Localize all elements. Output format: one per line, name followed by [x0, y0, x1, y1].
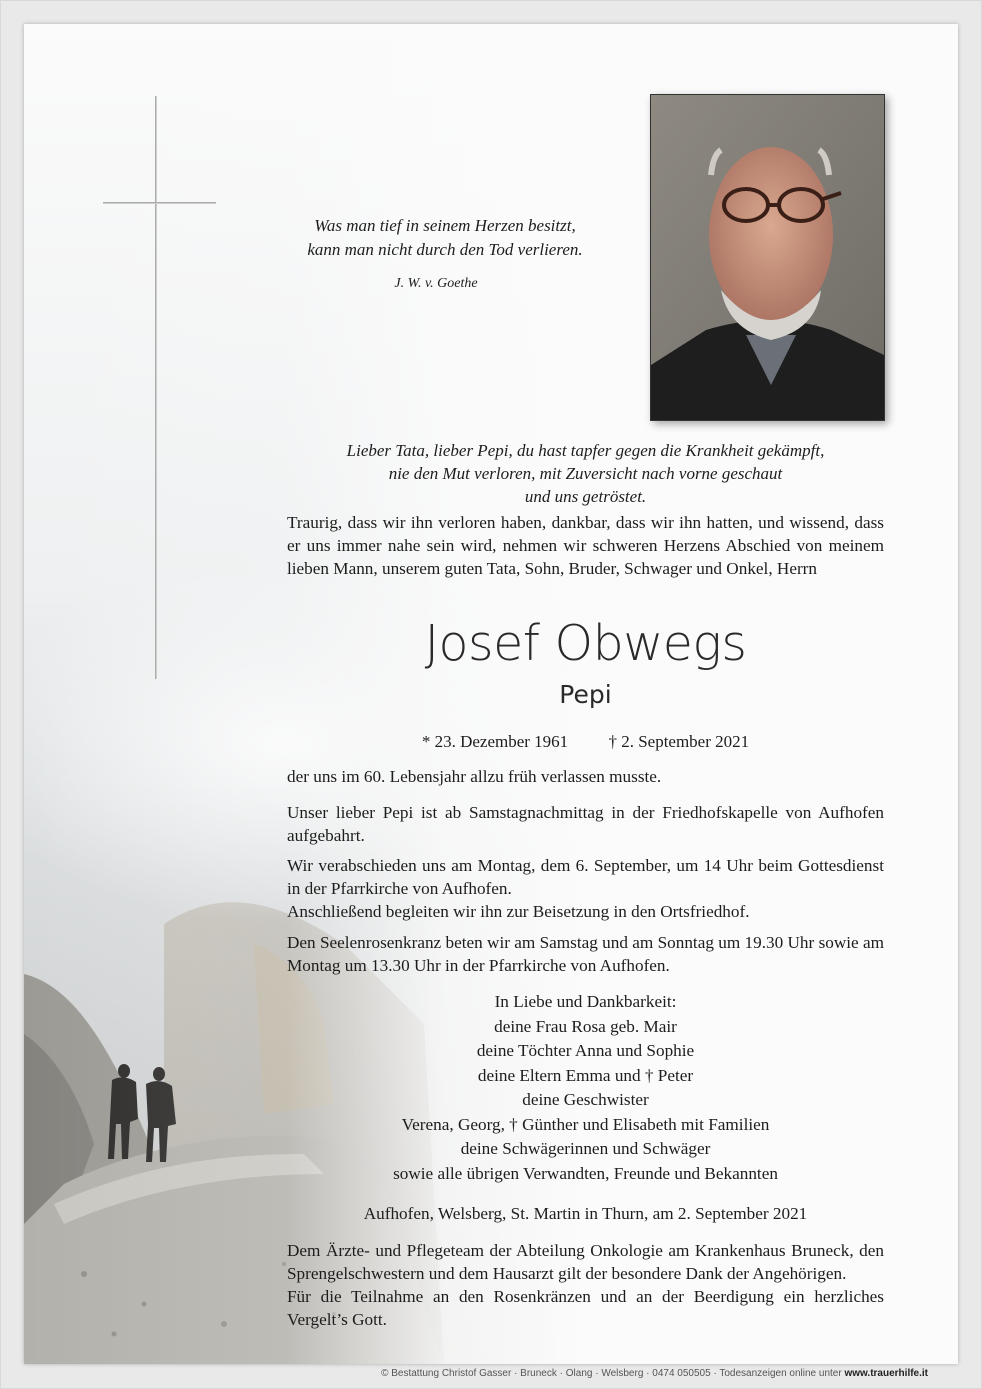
birth-date: * 23. Dezember 1961: [421, 732, 569, 751]
announcement-paragraph: Traurig, dass wir ihn verloren haben, dankbar, dass wir ihn hatten, und wissend, dass er uns immer nahe sein wird, nehmen wir schweren Herzens Abschied von meinem lieben Mann, unserem guten Tata, Sohn, Bruder, Schwager und Onkel, Herrn: [287, 513, 884, 578]
funeral-info: [287, 854, 884, 923]
mourners-heading: In Liebe und Dankbarkeit:: [494, 992, 677, 1011]
burial-text: Anschließend begleiten wir ihn zur Beisetzung in den Ortsfriedhof.: [287, 902, 750, 921]
footer-text: © Bestattung Christof Gasser · Bruneck · Olang · Welsberg · 0474 050505 · Todesanzeigen online unter: [381, 1368, 845, 1379]
quote-line: Was man tief in seinem Herzen besitzt,: [314, 216, 576, 235]
thanks-section: [287, 1239, 884, 1331]
goethe-quote: [260, 214, 630, 262]
laying-out-text: Unser lieber Pepi ist ab Samstagnachmittag in der Friedhofskapelle von Aufhofen aufgebahrt.: [287, 803, 884, 845]
footer-link[interactable]: www.trauerhilfe.it: [844, 1368, 928, 1379]
funeral-service-text: Wir verabschieden uns am Montag, dem 6. September, um 14 Uhr beim Gottesdienst in der Pfarrkirche von Aufhofen.: [287, 856, 884, 898]
mourner-line: sowie alle übrigen Verwandten, Freunde und Bekannten: [393, 1163, 778, 1183]
cross-icon-horizontal: [103, 202, 216, 204]
obituary-card: [24, 24, 958, 1364]
mourner-line: deine Geschwister: [522, 1090, 649, 1109]
death-date: † 2. September 2021: [608, 732, 750, 751]
quote-line: kann man nicht durch den Tod verlieren.: [307, 240, 583, 259]
cross-icon-vertical: [155, 96, 157, 679]
rosary-text: Den Seelenrosenkranz beten wir am Samstag und am Sonntag um 19.30 Uhr sowie am Montag um 13.30 Uhr in der Pfarrkirche von Aufhofen.: [287, 933, 884, 975]
message-line: nie den Mut verloren, mit Zuversicht nach vorne geschaut: [388, 464, 783, 483]
thanks-medical-text: Dem Ärzte- und Pflegeteam der Abteilung Onkologie am Krankenhaus Bruneck, den Sprengelschwestern und dem Hausarzt gilt der besondere Dank der Angehörigen.: [287, 1241, 884, 1283]
rosary-info: [287, 931, 884, 977]
mourner-line: deine Frau Rosa geb. Mair: [494, 1016, 677, 1036]
mourner-line: deine Töchter Anna und Sophie: [476, 1041, 695, 1060]
laying-out-info: [287, 801, 884, 847]
age-line: [287, 765, 884, 788]
mourner-line: Verena, Georg, † Günther und Elisabeth mit Familien: [401, 1114, 770, 1134]
deceased-name: Josef Obwegs: [424, 615, 747, 672]
thanks-attendance-text: Für die Teilnahme an den Rosenkränzen und an der Beerdigung ein herzliches Vergelt’s Gott.: [287, 1287, 884, 1329]
deceased-nickname: Pepi: [559, 680, 612, 709]
footer-credits: [24, 1368, 958, 1379]
mourner-line: deine Schwägerinnen und Schwäger: [460, 1139, 711, 1158]
age-line-text: der uns im 60. Lebensjahr allzu früh verlassen musste.: [287, 767, 662, 786]
portrait-photo: [650, 94, 885, 421]
personal-message: [287, 439, 884, 508]
quote-author: J. W. v. Goethe: [394, 276, 478, 291]
life-dates: [287, 732, 884, 752]
mourners-list: [287, 990, 884, 1186]
message-line: und uns getröstet.: [524, 487, 647, 506]
place-and-date: Aufhofen, Welsberg, St. Martin in Thurn, am 2. September 2021: [363, 1204, 808, 1223]
announcement-text: [287, 511, 884, 580]
mourner-line: deine Eltern Emma und † Peter: [477, 1065, 694, 1085]
message-line: Lieber Tata, lieber Pepi, du hast tapfer gegen die Krankheit gekämpft,: [346, 441, 825, 460]
